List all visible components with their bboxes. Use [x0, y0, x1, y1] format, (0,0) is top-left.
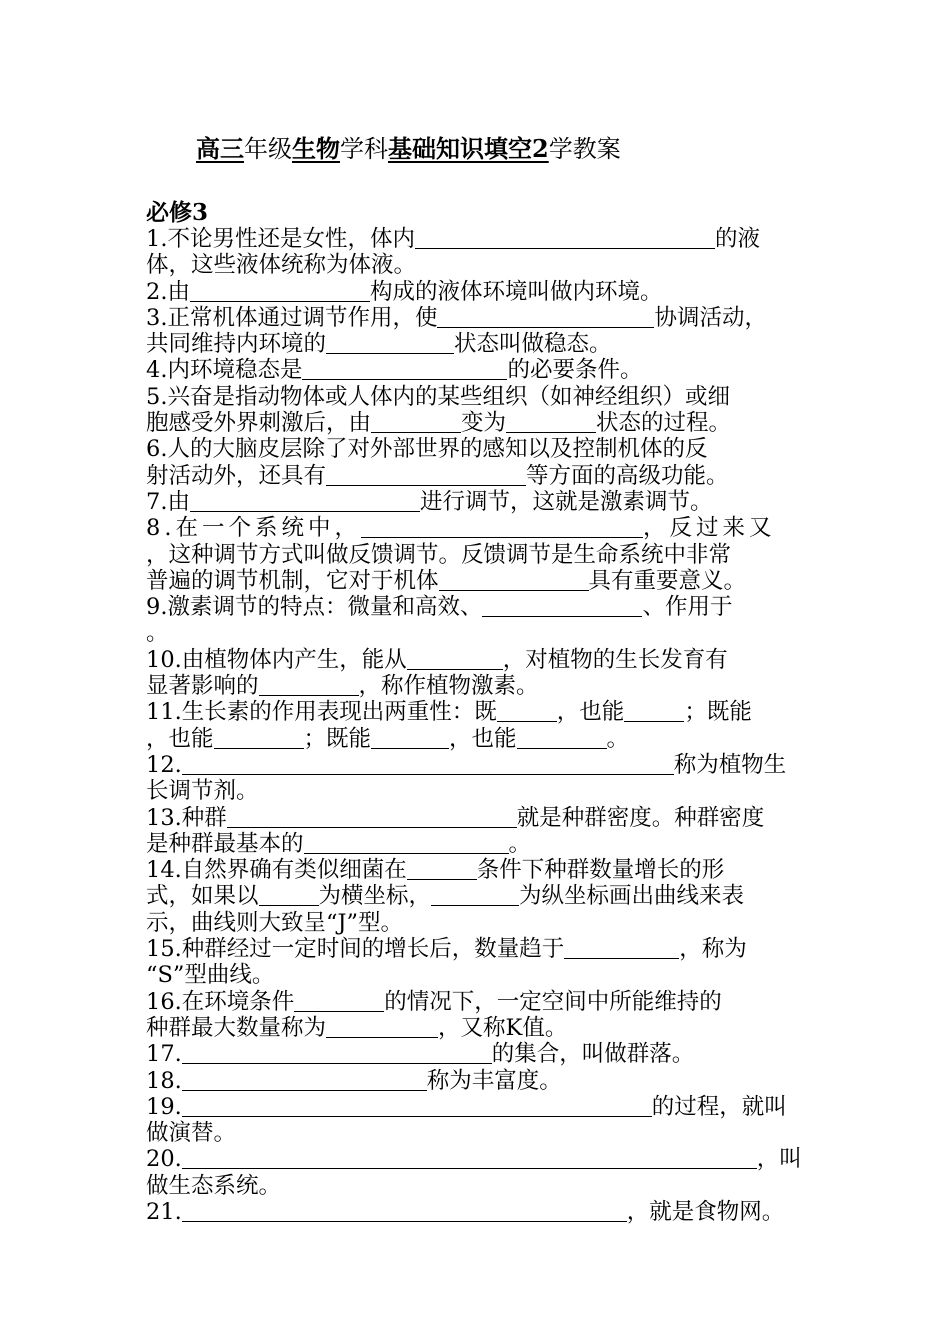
answer-blank[interactable]: [497, 701, 557, 722]
document-title: [196, 133, 621, 165]
answer-blank[interactable]: [407, 859, 477, 880]
answer-blank[interactable]: [259, 885, 319, 906]
answer-blank[interactable]: [182, 1043, 492, 1064]
answer-blank[interactable]: [439, 570, 589, 591]
answer-blank[interactable]: [182, 1096, 652, 1117]
title-plan: 学教案: [548, 135, 621, 163]
question-7: 7.由 进行调节，这就是激素调节。: [146, 488, 713, 515]
answer-blank[interactable]: [227, 807, 517, 828]
title-subject: 生物: [292, 134, 340, 163]
question-9: 9.激素调节的特点：微量和高效、 、作用于 。: [146, 594, 733, 647]
answer-blank[interactable]: [431, 885, 519, 906]
title-number: 2: [532, 134, 549, 163]
question-16: 16.在环境条件 的情况下，一定空间中所能维持的 种群最大数量称为 ，又称K值。: [146, 988, 722, 1041]
section-heading: 必修3: [146, 199, 209, 226]
answer-blank[interactable]: [564, 938, 679, 959]
answer-blank[interactable]: [182, 1070, 427, 1091]
answer-blank[interactable]: [326, 465, 526, 486]
answer-blank[interactable]: [182, 1201, 627, 1222]
answer-blank[interactable]: [506, 412, 596, 433]
answer-blank[interactable]: [326, 1017, 438, 1038]
question-6: 6.人的大脑皮层除了对外部世界的感知以及控制机体的反 射活动外，还具有 等方面的高级功能。: [146, 436, 729, 489]
answer-blank[interactable]: [190, 491, 420, 512]
question-2: 2.由 构成的液体环境叫做内环境。: [146, 278, 663, 305]
title-grade-suffix: 年级: [244, 135, 292, 163]
answer-blank[interactable]: [371, 728, 449, 749]
answer-blank[interactable]: [326, 333, 454, 354]
answer-blank[interactable]: [190, 281, 370, 302]
question-11: 11.生长素的作用表现出两重性：既 ，也能 ；既能 ，也能 ；既能 ，也能 。: [146, 699, 752, 752]
question-12: 12. 称为植物生 长调节剂。: [146, 751, 787, 805]
question-10: 10.由植物体内产生，能从 ，对植物的生长发育有 显著影响的 ，称作植物激素。: [146, 646, 728, 700]
title-topic: 基础知识填空: [388, 134, 532, 163]
question-4: 4.内环境稳态是 的必要条件。: [146, 357, 643, 384]
question-5: 5.兴奋是指动物体或人体内的某些组织（如神经组织）或细 胞感受外界刺激后，由 变为 状态的过程。: [146, 383, 732, 437]
question-1: 1.不论男性还是女性，体内 的液 体，这些液体统称为体液。: [146, 226, 760, 279]
question-19: 19. 的过程，就叫 做演替。: [146, 1093, 787, 1147]
question-21: 21. ，就是食物网。: [146, 1198, 785, 1225]
title-subject-suffix: 学科: [340, 135, 388, 163]
question-18: 18. 称为丰富度。: [146, 1067, 562, 1094]
answer-blank[interactable]: [294, 991, 384, 1012]
question-15: 15.种群经过一定时间的增长后，数量趋于 ，称为 “S”型曲线。: [146, 936, 747, 989]
answer-blank[interactable]: [302, 359, 507, 380]
answer-blank[interactable]: [517, 728, 607, 749]
answer-blank[interactable]: [214, 728, 304, 749]
question-3: 3.正常机体通过调节作用，使 协调活动， 共同维持内环境的 状态叫做稳态。: [146, 304, 767, 358]
answer-blank[interactable]: [304, 833, 509, 854]
question-20: 20. ，叫 做生态系统。: [146, 1146, 802, 1199]
question-list: [146, 226, 808, 1225]
answer-blank[interactable]: [182, 1148, 757, 1169]
question-8: 8.在一个系统中， ，反过来又 ，这种调节方式叫做反馈调节。反馈调节是生命系统中非常 普遍的调节机制，它对于机体 具有重要意义。: [146, 515, 776, 594]
answer-blank[interactable]: [437, 307, 654, 328]
title-grade: 高三: [196, 134, 244, 163]
answer-blank[interactable]: [182, 754, 674, 775]
answer-blank[interactable]: [407, 649, 503, 670]
answer-blank[interactable]: [371, 412, 461, 433]
question-13: 13.种群 就是种群密度。种群密度 是种群最基本的 。: [146, 804, 765, 857]
question-17: 17. 的集合，叫做群落。: [146, 1041, 695, 1068]
answer-blank[interactable]: [259, 675, 359, 696]
answer-blank[interactable]: [415, 228, 715, 249]
answer-blank[interactable]: [482, 596, 642, 617]
question-14: 14.自然界确有类似细菌在 条件下种群数量增长的形 式，如果以 为横坐标， 为纵坐标画出曲线来表 示，曲线则大致呈“J”型。: [146, 857, 745, 936]
answer-blank[interactable]: [361, 517, 643, 538]
answer-blank[interactable]: [624, 701, 684, 722]
